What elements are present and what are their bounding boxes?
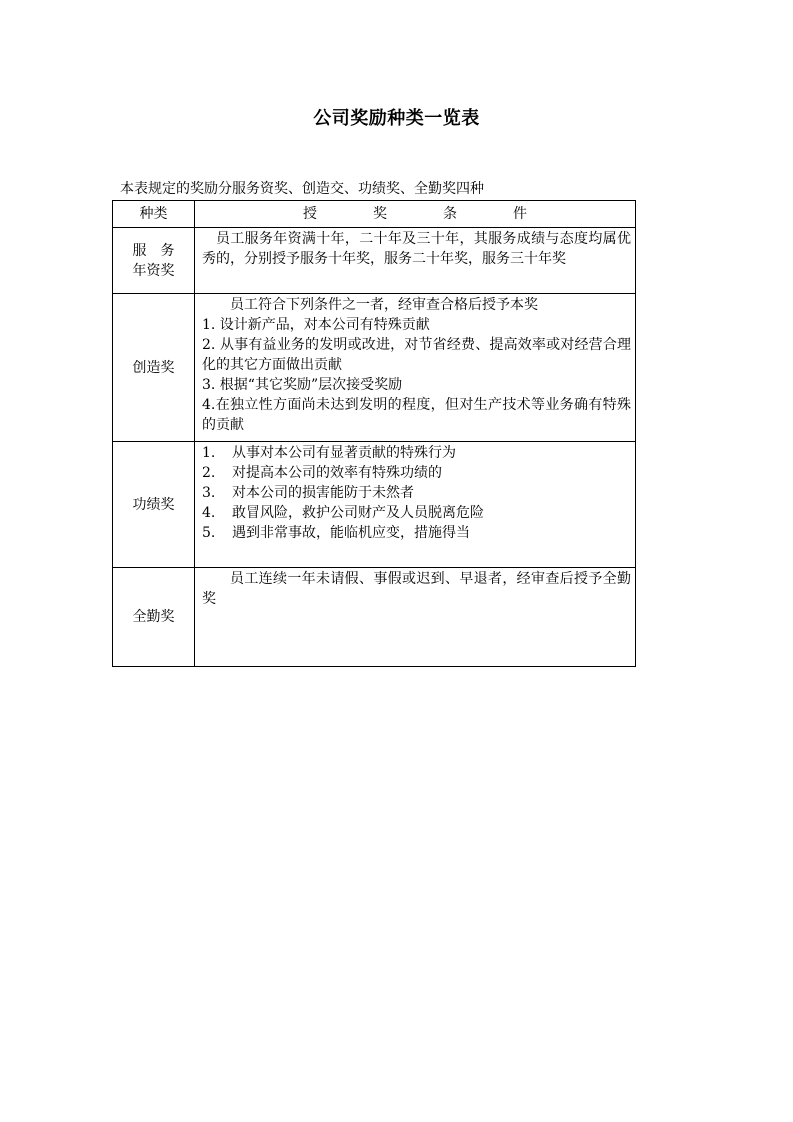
condition-paragraph: 员工连续一年未请假、事假或迟到、早退者，经审查后授予全勤奖 — [202, 571, 631, 607]
item-number: 5. — [202, 525, 216, 541]
condition-item — [202, 483, 631, 503]
item-text: 从事对本公司有显著贡献的特殊行为 — [232, 445, 456, 461]
condition-paragraph: 员工服务年资满十年，二十年及三十年，其服务成绩与态度均属优秀的，分别授予服务十年奖，服务二十年奖，服务三十年奖 — [202, 231, 631, 267]
award-type-creation: 创造奖 — [113, 294, 195, 442]
award-type-line: 服 务 — [132, 242, 175, 259]
condition-item: 4.在独立性方面尚未达到发明的程度，但对生产技术等业务确有特殊的贡献 — [202, 397, 631, 433]
item-text: 敢冒风险，救护公司财产及人员脱离危险 — [232, 505, 484, 521]
award-type-line: 年资奖 — [132, 262, 175, 279]
page-title: 公司奖励种类一览表 — [313, 108, 480, 129]
condition-item: 3. 根据“其它奖励”层次接受奖励 — [202, 377, 403, 393]
condition-lead: 员工符合下列条件之一者，经审查合格后授予本奖 — [230, 297, 538, 313]
award-conditions-merit — [195, 442, 636, 568]
condition-item: 1. 设计新产品，对本公司有特殊贡献 — [202, 317, 430, 333]
award-conditions-attendance — [195, 568, 636, 667]
table-row — [113, 294, 636, 442]
award-type-merit: 功绩奖 — [113, 442, 195, 568]
item-number: 1. — [202, 445, 216, 461]
awards-table — [112, 200, 636, 667]
condition-item: 2. 从事有益业务的发明或改进，对节省经费、提高效率或对经营合理化的其它方面做出贡献 — [202, 337, 631, 373]
award-type-attendance: 全勤奖 — [113, 568, 195, 667]
header-conditions-char: 件 — [513, 206, 527, 222]
intro-text: 本表规定的奖励分服务资奖、创造交、功绩奖、全勤奖四种 — [120, 181, 484, 197]
item-text: 对本公司的损害能防于未然者 — [232, 485, 414, 501]
item-text: 遇到非常事故，能临机应变，措施得当 — [232, 525, 470, 541]
header-conditions-char: 条 — [443, 206, 457, 222]
condition-item — [202, 463, 631, 483]
header-conditions-char: 授 — [303, 206, 317, 222]
header-type: 种类 — [113, 201, 195, 228]
condition-item — [202, 503, 631, 523]
header-conditions — [195, 201, 636, 228]
header-conditions-char: 奖 — [373, 206, 387, 222]
condition-item — [202, 523, 631, 543]
item-number: 4. — [202, 505, 216, 521]
item-number: 2. — [202, 465, 216, 481]
award-type-service — [113, 228, 195, 294]
item-number: 3. — [202, 485, 216, 501]
table-row — [113, 442, 636, 568]
award-conditions-creation — [195, 294, 636, 442]
award-conditions-service — [195, 228, 636, 294]
table-row — [113, 228, 636, 294]
table-row — [113, 568, 636, 667]
condition-item — [202, 443, 631, 463]
item-text: 对提高本公司的效率有特殊功绩的 — [232, 465, 442, 481]
table-header-row — [113, 201, 636, 228]
